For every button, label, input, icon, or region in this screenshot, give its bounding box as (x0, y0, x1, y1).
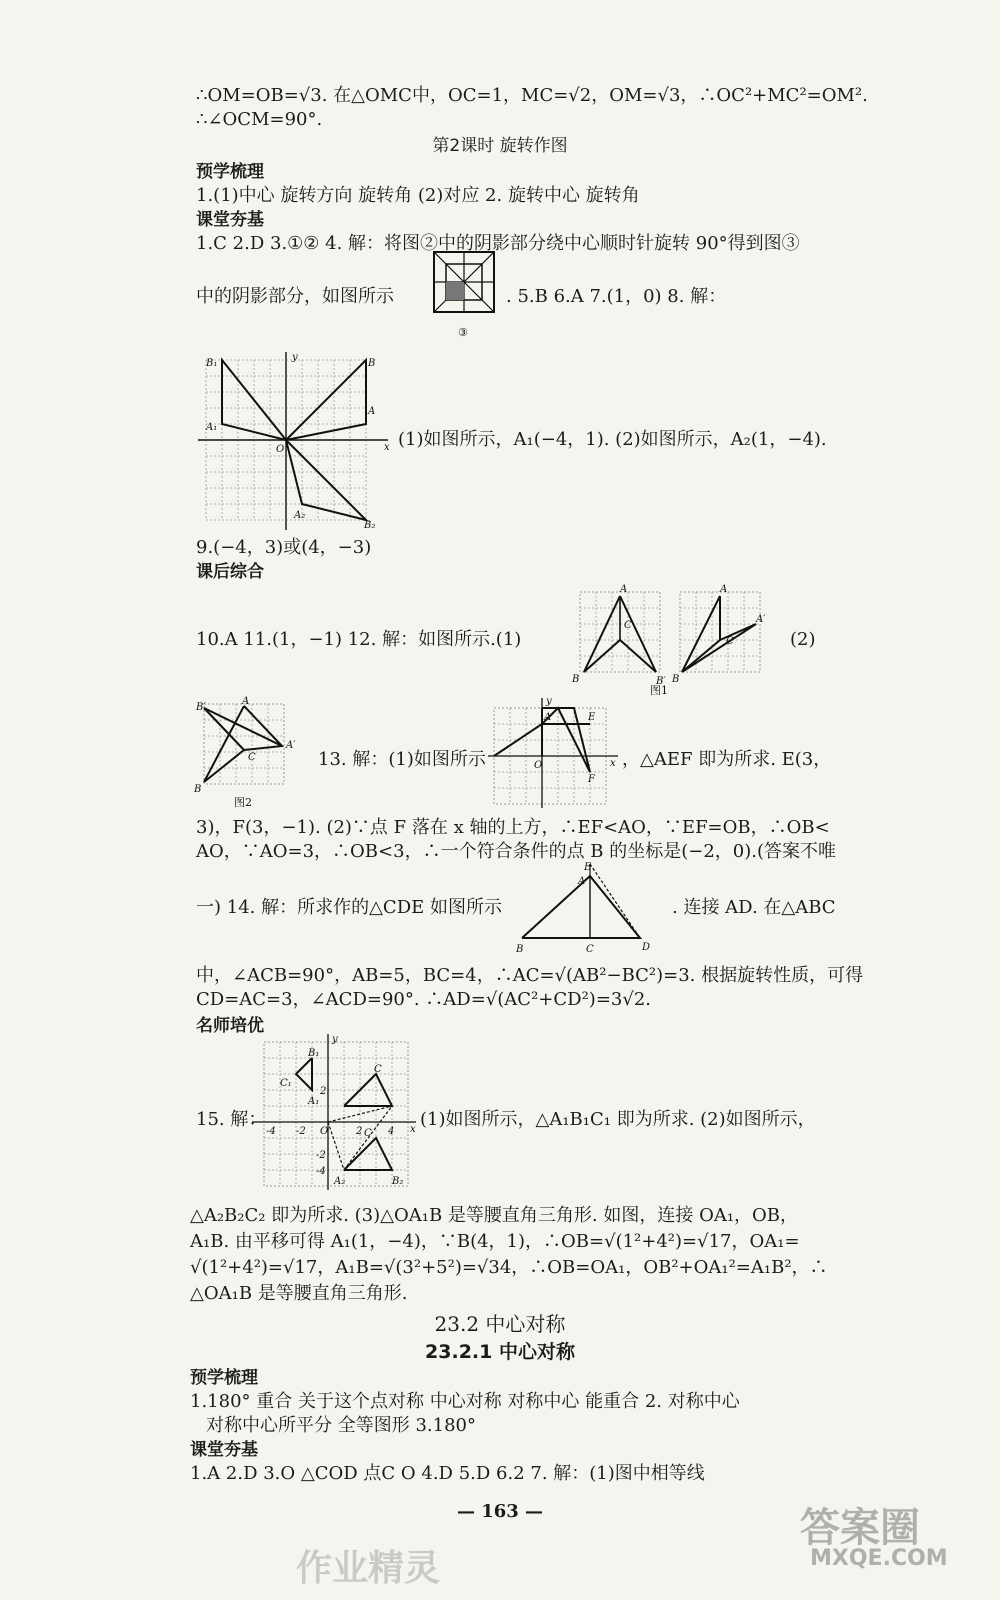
figure-caption: ③ (458, 326, 468, 339)
axis-label: y (546, 696, 552, 707)
text-line: 3)，F(3，−1). (2)∵点 F 落在 x 轴的上方，∴EF<AO，∵EF=OB，∴OB< (196, 817, 830, 838)
point-label: F (588, 774, 595, 785)
origin-label: O (320, 1126, 329, 1137)
text-line: (1)如图所示，△A₁B₁C₁ 即为所求. (2)如图所示， (420, 1109, 816, 1130)
text-line: 一) 14. 解：所求作的△CDE 如图所示 (196, 897, 502, 918)
figure-caption: 图1 (650, 684, 668, 697)
text-line: . 5.B 6.A 7.(1，0) 8. 解： (506, 286, 727, 307)
rotation-figure-12-1 (568, 582, 668, 690)
triangle-figure-14 (512, 858, 662, 958)
text-line: . 连接 AD. 在△ABC (672, 897, 836, 918)
point-label: E (588, 712, 596, 723)
point-label: B₂ (392, 1176, 404, 1187)
axis-label: x (384, 442, 390, 453)
point-label: C (374, 1064, 382, 1075)
text-line: 中的阴影部分，如图所示 (196, 286, 394, 307)
watermark-site: MXQE.COM (810, 1546, 948, 1571)
text-line: ，△AEF 即为所求. E(3， (622, 749, 832, 770)
section-heading: 课后综合 (196, 562, 264, 582)
point-label: B₁ (308, 1048, 320, 1059)
coordinate-figure-8 (198, 352, 398, 532)
text-line: √(1²+4²)=√17，A₁B=√(3²+5²)=√34，∴OB=OA₁，OB²+OA₁²=A₁B²，∴ (190, 1257, 828, 1278)
text-line: 1.A 2.D 3.O △COD 点C O 4.D 5.D 6.2 7. 解：(1)图中相等线 (190, 1463, 705, 1484)
tick-label: -4 (316, 1166, 326, 1177)
section-heading: 预学梳理 (196, 162, 264, 182)
point-label: B (672, 674, 680, 685)
text-line: ∴OM=OB=√3. 在△OMC中，OC=1，MC=√2，OM=√3，∴OC²+MC²=OM². (196, 85, 868, 106)
text-line: 9.(−4，3)或(4，−3) (196, 537, 372, 558)
text-line: △A₂B₂C₂ 即为所求. (3)△OA₁B 是等腰直角三角形. 如图，连接 OA₁，OB， (190, 1205, 799, 1226)
point-label: C (726, 636, 734, 647)
point-label: A (578, 876, 586, 887)
point-label: B₁ (206, 358, 218, 369)
point-label: A′ (756, 614, 766, 625)
point-label: D (642, 942, 651, 953)
point-label: A (720, 584, 728, 595)
section-heading: 课堂夯基 (196, 210, 264, 230)
point-label: C₁ (280, 1078, 292, 1089)
text-line: 1.180° 重合 关于这个点对称 中心对称 对称中心 能重合 2. 对称中心 (190, 1391, 740, 1412)
point-label: E (584, 862, 592, 873)
axis-label: x (610, 758, 616, 769)
coordinate-figure-15 (252, 1034, 418, 1192)
text-line: △OA₁B 是等腰直角三角形. (190, 1283, 408, 1304)
point-label: B (194, 784, 202, 795)
section-heading: 课堂夯基 (190, 1440, 258, 1460)
rotation-figure-12-2 (668, 582, 768, 690)
tick-label: -2 (296, 1126, 306, 1137)
text-line: (2) (790, 629, 816, 650)
point-label: A₂ (294, 510, 306, 521)
axis-label: y (332, 1034, 338, 1045)
point-label: B (572, 674, 580, 685)
section-heading: 预学梳理 (190, 1368, 258, 1388)
text-line: 对称中心所平分 全等图形 3.180° (206, 1415, 476, 1436)
tick-label: -4 (266, 1126, 276, 1137)
point-label: B′ (656, 676, 666, 687)
text-line: CD=AC=3，∠ACD=90°. ∴AD=√(AC²+CD²)=3√2. (196, 989, 652, 1010)
rotation-figure-3 (430, 248, 500, 340)
point-label: B′ (196, 702, 206, 713)
rotation-figure-12-fig2 (194, 694, 304, 812)
text-line: (1)如图所示，A₁(−4，1). (2)如图所示，A₂(1，−4). (398, 429, 827, 450)
point-label: A (368, 406, 376, 417)
origin-label: O (534, 760, 543, 771)
section-title: 23.2 中心对称 (434, 1312, 566, 1336)
text-line: 中，∠ACB=90°，AB=5，BC=4，∴AC=√(AB²−BC²)=3. 根据旋转性质，可得 (196, 965, 864, 986)
figure-caption: 图2 (234, 796, 252, 809)
figure-caption-holder (640, 680, 680, 698)
axis-label: x (410, 1124, 416, 1135)
tick-label: 2 (356, 1126, 363, 1137)
point-label: A (544, 712, 552, 723)
tick-label: 4 (388, 1126, 395, 1137)
page-number: — 163 — (456, 1501, 544, 1522)
text-line: 1.(1)中心 旋转方向 旋转角 (2)对应 2. 旋转中心 旋转角 (196, 185, 640, 206)
lesson-title: 第2课时 旋转作图 (432, 136, 568, 156)
point-label: A₁ (206, 422, 218, 433)
text-line: A₁B. 由平移可得 A₁(1，−4)，∵B(4，1)，∴OB=√(1²+4²)=√17，OA₁= (190, 1231, 800, 1252)
text-line: AO，∵AO=3，∴OB<3，∴一个符合条件的点 B 的坐标是(−2，0).(答案不唯 (196, 841, 837, 862)
point-label: C (248, 752, 256, 763)
text-line: 13. 解：(1)如图所示 (318, 749, 486, 770)
text-line: ∴∠OCM=90°. (196, 109, 323, 130)
point-label: A (242, 696, 250, 707)
watermark-corner: 答案圈 (800, 1505, 920, 1551)
text-line: 15. 解： (196, 1109, 267, 1130)
text-line: 10.A 11.(1，−1) 12. 解：如图所示.(1) (196, 629, 522, 650)
origin-label: O (276, 444, 285, 455)
point-label: A′ (286, 740, 296, 751)
point-label: B₂ (364, 520, 376, 531)
tick-label: 2 (320, 1086, 327, 1097)
watermark-bottom: 作业精灵 (296, 1548, 441, 1589)
coordinate-figure-13 (488, 696, 620, 808)
point-label: A (620, 584, 628, 595)
subsection-title: 23.2.1 中心对称 (425, 1341, 575, 1363)
point-label: B (368, 358, 376, 369)
tick-label: -2 (316, 1150, 326, 1161)
point-label: A₁ (308, 1096, 320, 1107)
axis-label: y (292, 352, 298, 363)
section-heading: 名师培优 (196, 1016, 264, 1036)
point-label: C (586, 944, 594, 955)
point-label: A₂ (334, 1176, 346, 1187)
point-label: C (624, 620, 632, 631)
point-label: C (364, 1128, 372, 1139)
text-line: 1.C 2.D 3.①② 4. 解：将图②中的阴影部分绕中心顺时针旋转 90°得到图③ (196, 233, 800, 254)
point-label: B (516, 944, 524, 955)
